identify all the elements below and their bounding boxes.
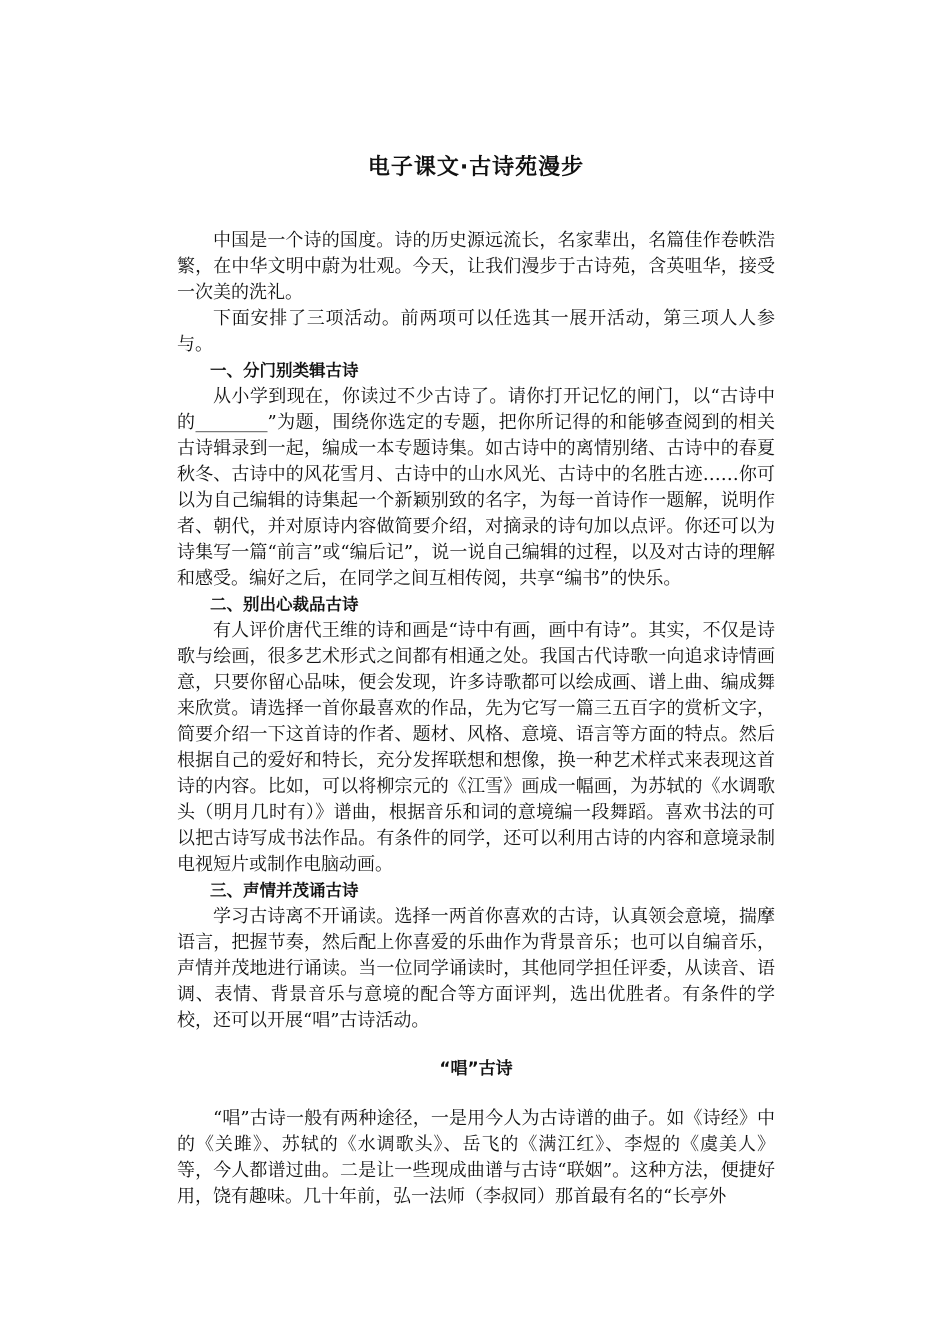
sub-article-title: “唱”古诗 [439, 1059, 513, 1079]
intro-paragraph: 下面安排了三项活动。前两项可以任选其一展开活动，第三项人人参与。 [177, 308, 775, 355]
section-body: 学习古诗离不开诵读。选择一两首你喜欢的古诗，认真领会意境，揣摩语言，把握节奏，然后配上你喜爱的乐曲作为背景音乐；也可以自编音乐，声情并茂地进行诵读。当一位同学诵读时，其他同学担任评委，从读音、语调、表情、背景音乐与意境的配合等方面评判，选出优胜者。有条件的学校，还可以开展“唱”古诗活动。 [177, 906, 775, 1031]
section [177, 878, 775, 1034]
intro-paragraph: 中国是一个诗的国度。诗的历史源远流长，名家辈出，名篇佳作卷帙浩繁，在中华文明中蔚为壮观。今天，让我们漫步于古诗苑，含英咀华，接受一次美的洗礼。 [177, 230, 775, 303]
sub-article-body: “唱”古诗一般有两种途径，一是用今人为古诗谱的曲子。如《诗经》中的《关雎》、苏轼的《水调歌头》、岳飞的《满江红》、李煜的《虞美人》等，今人都谱过曲。二是让一些现成曲谱与古诗“联姻”。这种方法，便捷好用，饶有趣味。几十年前，弘一法师（李叔同）那首最有名的“长亭外 [177, 1108, 775, 1207]
section-heading: 三、声情并茂诵古诗 [210, 881, 359, 900]
document-title: 电子课文·古诗苑漫步 [367, 155, 585, 180]
section [177, 592, 775, 878]
section-heading: 二、别出心裁品古诗 [210, 595, 359, 614]
document-page [177, 150, 775, 1210]
section [177, 358, 775, 592]
section-body: 从小学到现在，你读过不少古诗了。请你打开记忆的闸门，以“古诗中的________”为题，围绕你选定的专题，把你所记得的和能够查阅到的相关古诗辑录到一起，编成一本专题诗集。如古诗中的离情别绪、古诗中的春夏秋冬、古诗中的风花雪月、古诗中的山水风光、古诗中的名胜古迹……你可以为自己编辑的诗集起一个新颖别致的名字，为每一首诗作一题解，说明作者、朝代，并对原诗内容做简要介绍，对摘录的诗句加以点评。你还可以为诗集写一篇“前言”或“编后记”，说一说自己编辑的过程，以及对古诗的理解和感受。编好之后，在同学之间互相传阅，共享“编书”的快乐。 [177, 386, 775, 589]
section-heading: 一、分门别类辑古诗 [210, 361, 359, 380]
section-body: 有人评价唐代王维的诗和画是“诗中有画，画中有诗”。其实，不仅是诗歌与绘画，很多艺术形式之间都有相通之处。我国古代诗歌一向追求诗情画意，只要你留心品味，便会发现，许多诗歌都可以绘成画、谱上曲、编成舞来欣赏。请选择一首你最喜欢的作品，先为它写一篇三五百字的赏析文字，简要介绍一下这首诗的作者、题材、风格、意境、语言等方面的特点。然后根据自己的爱好和特长，充分发挥联想和想像，换一种艺术样式来表现这首诗的内容。比如，可以将柳宗元的《江雪》画成一幅画，为苏轼的《水调歌头（明月几时有）》谱曲，根据音乐和词的意境编一段舞蹈。喜欢书法的可以把古诗写成书法作品。有条件的同学，还可以利用古诗的内容和意境录制电视短片或制作电脑动画。 [177, 620, 775, 875]
